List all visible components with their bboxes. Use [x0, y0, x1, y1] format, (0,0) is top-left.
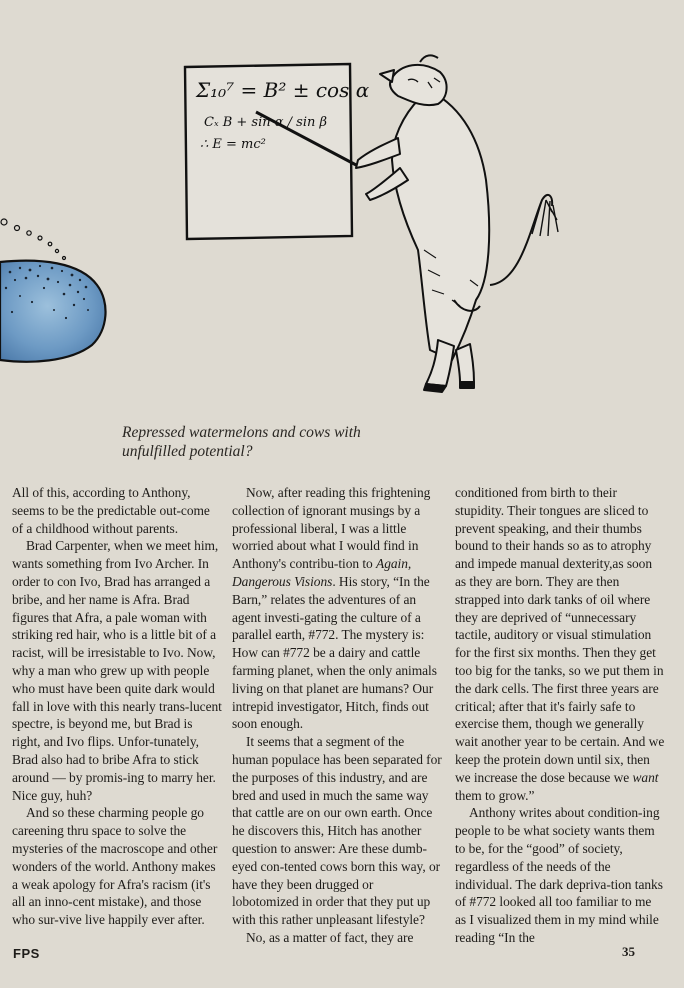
paragraph: Anthony writes about condition-ing people to be what society wants them to be, for the “good” of society, regardless of the needs of the individual. The dark depriva-tion tanks of #772 looked all too familiar to me as I visualized them in my mind while reading “In the — [455, 805, 663, 945]
figure-caption — [122, 423, 422, 461]
board-line-2: Cₓ B + sin α / sin β — [204, 115, 328, 130]
watermelon-drawing — [0, 219, 106, 362]
paragraph: Now, after reading this frightening collection of ignorant musings by a professional liberal, I was a little worried about what I would find in Anthony's contribu-tion to Again, Dangerous Visions. His story, “In the Barn,” relates the adventures of an agent investi-gating the culture of a parallel earth, #772. The mystery is: How can #772 be a dairy and cattle farming planet, when the only animals living on that planet are humans? Our intrepid investigator, Hitch, finds out soon enough. — [232, 485, 437, 732]
paragraph: It seems that a segment of the human populace has been separated for the purposes of this industry, and are bred and used in much the same way that cattle are on our own earth. Once he discovers this, Hitch has another question to answer: Are these dumb-eyed con-tented cows born this way, or have they been drugged or lobotomized in order that they put up with this rather unpleasant lifestyle? — [232, 734, 442, 928]
text-column-2 — [232, 484, 442, 947]
publication-mark: FPS — [13, 946, 40, 961]
paragraph: conditioned from birth to their stupidity. Their tongues are sliced to prevent speaking, and their thumbs bound to their hands so as to atrophy and impede manual dexterity,as soon as they are born. They are then strapped into dark tanks of oil where they are deprived of “unnecessary tactile, auditory or visual stimulation for the first six months. Then they get too big for the tanks, so we put them in the dark cells. The first three years are critical; after that it's fairly safe to exercise them, though we generally wait another year to be certain. And we keep the protein down until six, then we increase the dose because we want them to grow.” — [455, 485, 665, 803]
text-column-3 — [455, 484, 665, 947]
caption-line-2: unfulfilled potential? — [122, 443, 253, 460]
caption-line-1: Repressed watermelons and cows with — [122, 424, 361, 441]
board-line-3: ∴ E = mc² — [200, 137, 266, 152]
paragraph: No, as a matter of fact, they are — [246, 929, 414, 945]
cow-at-blackboard-illustration — [0, 40, 684, 440]
cow-drawing — [356, 55, 558, 392]
page-number: 35 — [622, 944, 635, 959]
board-line-1: Σ₁₀⁷ = B² ± cos α — [196, 78, 370, 102]
paragraph: All of this, according to Anthony, seems to be the predictable out-come of a childhood without parents. — [12, 485, 210, 536]
paragraph: Brad Carpenter, when we meet him, wants something from Ivo Archer. In order to con Ivo, Brad has arranged a bribe, and her name is Afra. Brad figures that Afra, a pale woman with striking red hair, who is a little bit of a racist, will be irresistable to Ivo. Now, why a man who grew up with people who must have been quite dark would fall in love with this nearly trans-lucent spectre, is beyond me, but Brad is right, and Ivo flips. Unfor-tunately, Brad also had to bribe Afra to stick around — by promis-ing to marry her. Nice guy, huh? — [12, 538, 222, 803]
paragraph: And so these charming people go careening thru space to solve the mysteries of the macroscope and other wonders of the world. Anthony makes a weak apology for Afra's racism (it's all an inno-cent mistake), and those who sur-vive live happily ever after. — [12, 805, 218, 928]
text-column-1 — [12, 484, 222, 929]
blackboard — [185, 64, 370, 239]
